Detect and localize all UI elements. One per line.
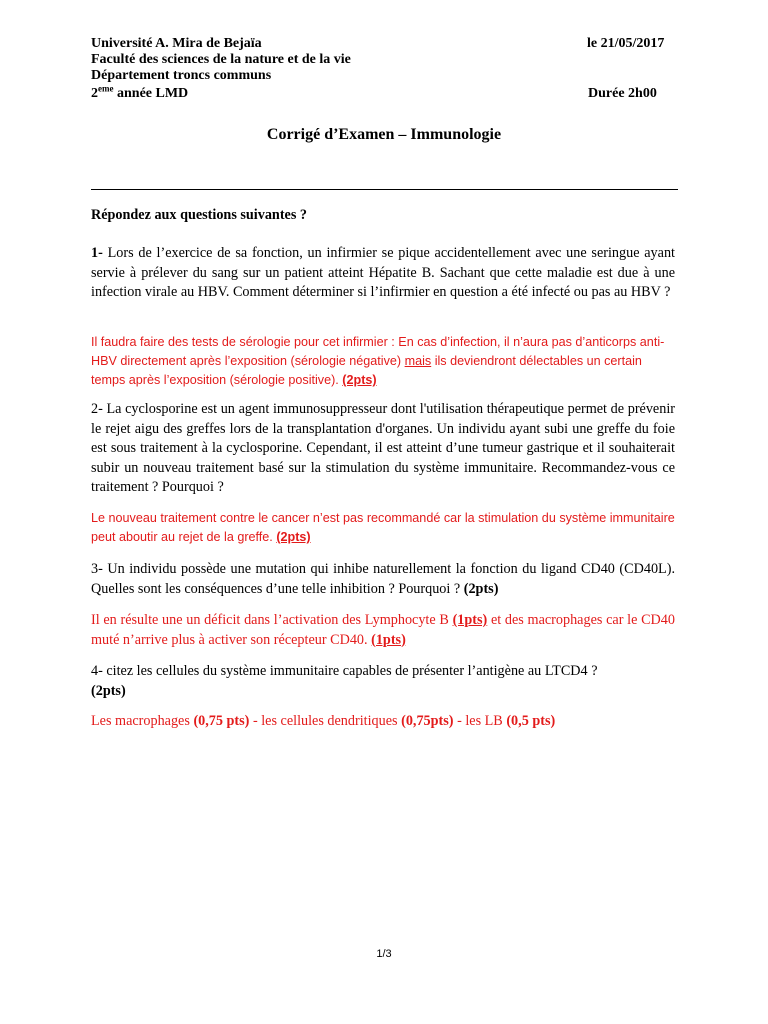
divider [91,189,678,190]
department-name: Département troncs communs [91,68,272,83]
answer-3: Il en résulte une un déficit dans l’activation des Lymphocyte B (1pts) et des macrophages car le CD40 muté n’arrive plus à activer son récepteur CD40. (1pts) [91,612,675,648]
answer-1-points: (2pts) [342,373,377,387]
question-3: 3- Un individu possède une mutation qui inhibe naturellement la fonction du ligand CD40 (CD40L). Quelles sont les conséquences d’une telle inhibition ? Pourquoi ? (2pts) [91,561,675,597]
question-2: 2- La cyclosporine est un agent immunosuppresseur dont l'utilisation thérapeutique permet de prévenir le rejet aigu des greffes lors de la transplantation d'organes. Un individu ayant subi une greffe du foie est sous traitement à la cyclosporine. Cependant, il est atteint d’une tumeur gastrique et il souhaiterait subir un nouveau traitement basé sur la stimulation du système immunitaire. Recommandez-vous ce traitement ? Pourquoi ? [91,401,675,496]
page-title: Corrigé d’Examen – Immunologie [266,126,502,143]
question-3-points: (2pts) [463,580,499,597]
page-number: 1/3 [376,948,392,960]
university-name: Université A. Mira de Bejaïa [91,36,262,51]
question-1: 1- Lors de l’exercice de sa fonction, un infirmier se pique accidentellement avec une seringue ayant servie à prélever du sang sur un patient atteint Hépatite B. Sachant que cette maladie est due à une infection virale au HBV. Comment déterminer si l’infirmier en question a été infecté ou pas au HBV ? [91,245,675,301]
answer-1: Il faudra faire des tests de sérologie pour cet infirmier : En cas d’infection, il n’aura pas d’anticorps anti-HBV directement après l’exposition (sérologie négative) mais ils deviendront délectables un certain temps après l’exposition (sérologie positive). (2pts) [91,335,665,387]
exam-duration: Durée 2h00 [588,86,657,101]
question-4: 4- citez les cellules du système immunitaire capables de présenter l’antigène au LTCD4 ? (2pts) [91,663,598,699]
answer-2: Le nouveau traitement contre le cancer n’est pas recommandé car la stimulation du système immunitaire peut aboutir au rejet de la greffe. (2pts) [91,511,675,544]
faculty-name: Faculté des sciences de la nature et de la vie [91,52,351,67]
answer-4: Les macrophages (0,75 pts) - les cellules dendritiques (0,75pts) - les LB (0,5 pts) [91,713,556,729]
instructions: Répondez aux questions suivantes ? [91,207,308,223]
exam-date: le 21/05/2017 [587,36,665,51]
answer-2-points: (2pts) [276,530,311,544]
question-4-points: (2pts) [91,682,126,699]
study-year: 2eme année LMD [91,83,189,101]
